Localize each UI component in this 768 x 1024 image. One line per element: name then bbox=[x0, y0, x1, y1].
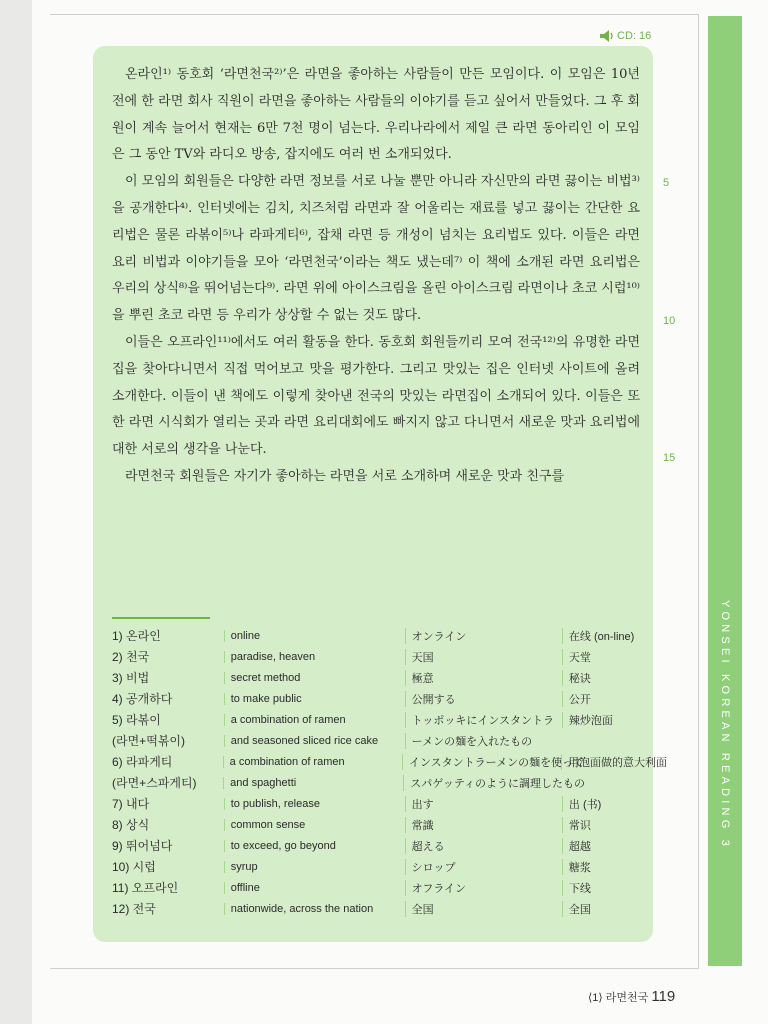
vocab-japanese: 極意 bbox=[405, 670, 562, 686]
line-number-15: 15 bbox=[663, 452, 676, 464]
vocab-row bbox=[108, 856, 648, 877]
vocab-japanese: 出す bbox=[405, 796, 562, 812]
vocab-chinese: 下线 bbox=[562, 880, 648, 896]
reading-text bbox=[112, 62, 640, 491]
vocab-row bbox=[108, 688, 648, 709]
vocab-english: syrup bbox=[224, 861, 405, 873]
vocab-korean: 8) 상식 bbox=[112, 818, 150, 832]
vocab-korean: 4) 공개하다 bbox=[112, 692, 173, 706]
vocab-row bbox=[108, 898, 648, 919]
paragraph-4: 라면천국 회원들은 자기가 좋아하는 라면을 서로 소개하며 새로운 맛과 친구를 bbox=[125, 468, 565, 484]
vocab-korean: 9) 뛰어넘다 bbox=[112, 839, 173, 853]
chapter-label: ⟨1⟩ 라면천국 bbox=[588, 992, 649, 1004]
vocab-row bbox=[108, 751, 667, 772]
vocab-japanese: シロップ bbox=[405, 859, 562, 875]
line-number-10: 10 bbox=[663, 315, 676, 327]
vocab-korean: 1) 온라인 bbox=[112, 629, 161, 643]
page-number: 119 bbox=[651, 988, 676, 1005]
vocab-english: a combination of ramen bbox=[223, 756, 402, 768]
vocab-korean: 11) 오프라인 bbox=[112, 881, 179, 895]
paragraph-3: 이들은 오프라인¹¹⁾에서도 여러 활동을 한다. 동호회 회원들끼리 모여 전국¹²⁾의 유명한 라면집을 찾아다니면서 직접 먹어보고 맛을 평가한다. 그리고 맛있는 집은 인터넷 사이트에 올려 소개한다. 이들이 낸 책에도 이렇게 찾아낸 전국의 맛있는 라면집이 소개되어 있다. 이들은 또한 라면 시식회가 열리는 곳과 라면 요리대회에도 빠지지 않고 다니면서 새로운 맛과 요리법에 대한 서로의 생각을 나눈다. bbox=[112, 334, 640, 458]
speaker-icon bbox=[600, 30, 614, 42]
vocab-english: nationwide, across the nation bbox=[224, 903, 405, 915]
vocab-english: common sense bbox=[224, 819, 405, 831]
vocab-row bbox=[108, 835, 648, 856]
vocab-korean: 7) 내다 bbox=[112, 797, 150, 811]
vocab-english: a combination of ramen bbox=[224, 714, 405, 726]
vocab-chinese: 公开 bbox=[562, 691, 648, 707]
vocab-chinese: 出 (书) bbox=[562, 796, 648, 812]
vocab-japanese: スパゲッティのように調理したもの bbox=[403, 775, 562, 791]
vocab-row bbox=[108, 625, 648, 646]
vocab-japanese: 常識 bbox=[405, 817, 562, 833]
vocab-english: to exceed, go beyond bbox=[224, 840, 405, 852]
vocab-chinese: 辣炒泡面 bbox=[562, 712, 648, 728]
paragraph-2: 이 모임의 회원들은 다양한 라면 정보를 서로 나눌 뿐만 아니라 자신만의 라면 끓이는 비법³⁾을 공개한다⁴⁾. 인터넷에는 김치, 치즈처럼 라면과 잘 어울리는 재료를 넣고 끓이는 간단한 요리법은 물론 라볶이⁵⁾나 라파게티⁶⁾, 잡채 라면 등 개성이 넘치는 요리법도 있다. 이들은 라면 요리 비법과 이야기들을 모아 ‘라면천국’이라는 책도 냈는데⁷⁾ 이 책에 소개된 라면 요리법은 우리의 상식⁸⁾을 뛰어넘는다⁹⁾. 라면 위에 아이스크림을 올린 아이스크림 라면이나 초코 시럽¹⁰⁾을 뿌린 초코 라면 등 우리가 상상할 수 없는 것도 많다. bbox=[112, 174, 640, 324]
vocab-japanese: 公開する bbox=[405, 691, 562, 707]
page-footer bbox=[588, 988, 675, 1005]
vocab-english: online bbox=[224, 630, 405, 642]
cd-track-label bbox=[600, 30, 651, 42]
vocab-korean: 10) 시럽 bbox=[112, 860, 156, 874]
vocab-korean: (라면+스파게티) bbox=[112, 776, 197, 790]
vocab-chinese: 糖浆 bbox=[562, 859, 648, 875]
vocab-english: offline bbox=[224, 882, 405, 894]
vocab-row bbox=[108, 646, 648, 667]
vocab-row bbox=[108, 814, 648, 835]
vocab-japanese: 全国 bbox=[405, 901, 562, 917]
cd-label: CD: 16 bbox=[617, 30, 652, 42]
vocab-english: and seasoned sliced rice cake bbox=[224, 735, 405, 747]
vocab-english: paradise, heaven bbox=[224, 651, 405, 663]
vocab-chinese: 秘诀 bbox=[562, 670, 648, 686]
vocab-divider bbox=[112, 617, 210, 619]
series-title-text: YONSEI KOREAN READING 3 bbox=[719, 600, 731, 851]
vocab-chinese: 全国 bbox=[562, 901, 648, 917]
vocab-table bbox=[108, 625, 667, 919]
vocab-row bbox=[108, 709, 648, 730]
vocab-korean: (라면+떡볶이) bbox=[112, 734, 185, 748]
vocab-row bbox=[108, 772, 648, 793]
line-number-5: 5 bbox=[663, 177, 670, 189]
vocab-english: to publish, release bbox=[224, 798, 405, 810]
vocab-japanese: オフライン bbox=[405, 880, 562, 896]
vocab-korean: 12) 전국 bbox=[112, 902, 156, 916]
vocab-row bbox=[108, 667, 648, 688]
vocab-english: secret method bbox=[224, 672, 405, 684]
vocab-japanese: トッポッキにインスタントラ bbox=[405, 712, 562, 728]
vocab-chinese: 常识 bbox=[562, 817, 648, 833]
series-title bbox=[708, 600, 742, 966]
vocab-korean: 6) 라파게티 bbox=[112, 755, 173, 769]
vocab-japanese: インスタントラーメンの麺を使って bbox=[402, 754, 561, 770]
vocab-japanese: 超える bbox=[405, 838, 562, 854]
vocab-row bbox=[108, 793, 648, 814]
vocab-chinese: 超越 bbox=[562, 838, 648, 854]
vocab-chinese: 在线 (on-line) bbox=[562, 628, 648, 644]
vocab-japanese: 天国 bbox=[405, 649, 562, 665]
vocab-english: and spaghetti bbox=[223, 777, 403, 789]
vocab-chinese: 天堂 bbox=[562, 649, 648, 665]
paragraph-1: 온라인¹⁾ 동호회 ‘라면천국²⁾’은 라면을 좋아하는 사람들이 만든 모임이다. 이 모임은 10년 전에 한 라면 회사 직원이 라면을 좋아하는 사람들의 이야기를 듣고 싶어서 만들었다. 그 후 회원이 계속 늘어서 현재는 6만 7천 명이 넘는다. 우리나라에서 제일 큰 라면 동아리인 이 모임은 그 동안 TV와 라디오 방송, 잡지에도 여러 번 소개되었다. bbox=[112, 67, 640, 163]
vocab-korean: 3) 비법 bbox=[112, 671, 150, 685]
vocab-japanese: ーメンの麺を入れたもの bbox=[405, 733, 562, 749]
vocab-row bbox=[108, 730, 648, 751]
vocab-row bbox=[108, 877, 648, 898]
vocab-korean: 2) 천국 bbox=[112, 650, 150, 664]
vocab-japanese: オンライン bbox=[405, 628, 562, 644]
vocab-korean: 5) 라볶이 bbox=[112, 713, 161, 727]
vocab-chinese: 用泡面做的意大利面 bbox=[561, 754, 648, 770]
vocab-english: to make public bbox=[224, 693, 405, 705]
